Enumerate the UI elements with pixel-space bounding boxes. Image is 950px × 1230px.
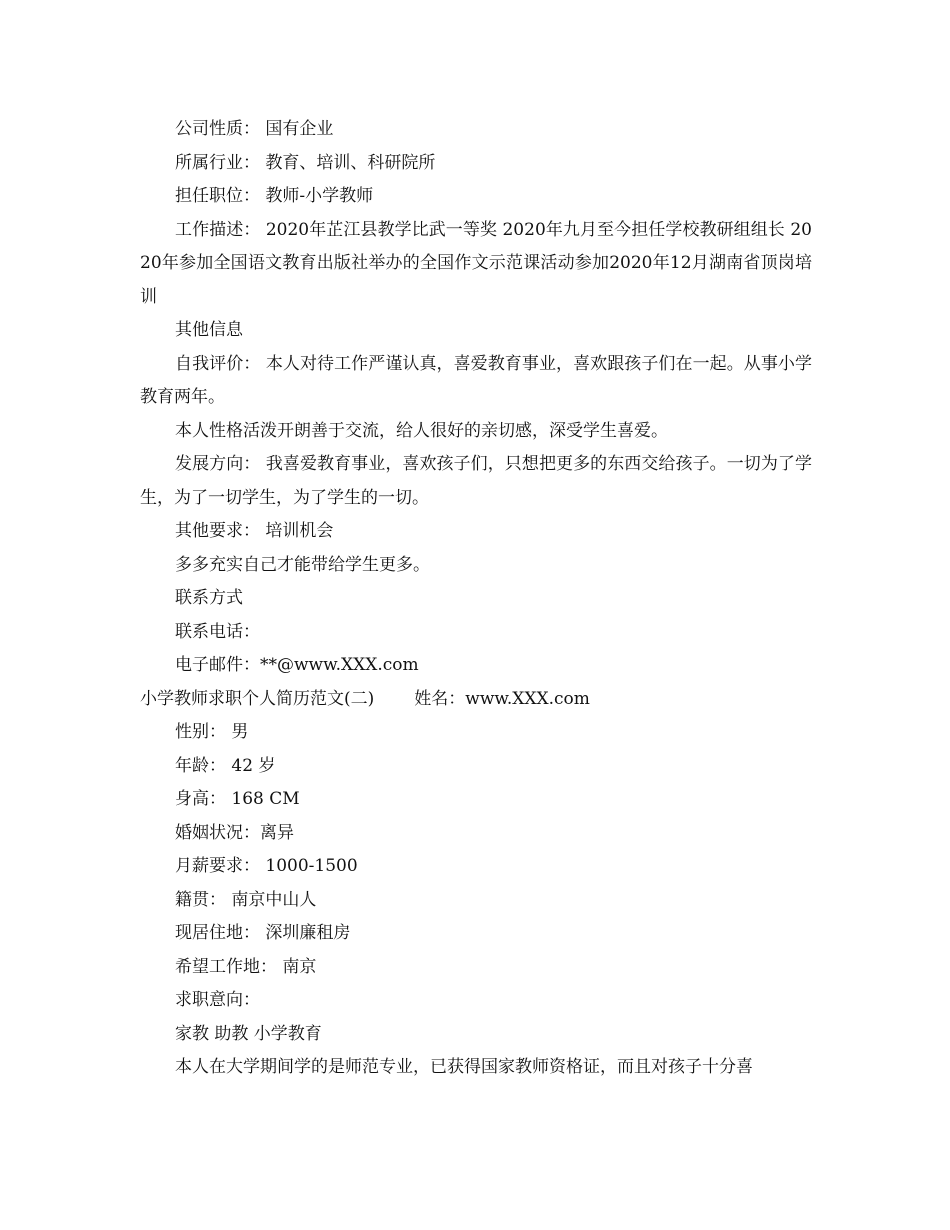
contact-email: 电子邮件：**@www.XXX.com xyxy=(175,655,419,675)
self-evaluation: 自我评价： 本人对待工作严谨认真，喜爱教育事业，喜欢跟孩子们在一起。从事小学教育两年。 xyxy=(140,353,812,407)
resume-title-line xyxy=(140,683,812,717)
resume-title: 小学教师求职个人简历范文(二) xyxy=(140,688,375,709)
resume-name: 姓名：www.XXX.com xyxy=(414,688,590,709)
height: 身高： 168 CM xyxy=(175,789,300,809)
other-requirements: 其他要求： 培训机会 xyxy=(175,521,334,541)
self-improvement: 多多充实自己才能带给学生更多。 xyxy=(175,554,430,575)
native-place: 籍贯： 南京中山人 xyxy=(175,889,317,910)
development-direction: 发展方向： 我喜爱教育事业，喜欢孩子们，只想把更多的东西交给孩子。一切为了学生，为了一切学生，为了学生的一切。 xyxy=(140,454,812,508)
job-intention-label: 求职意向： xyxy=(175,990,260,1010)
section-other-info: 其他信息 xyxy=(175,320,243,340)
gender: 性别： 男 xyxy=(175,722,249,742)
desired-location: 希望工作地： 南京 xyxy=(175,956,317,977)
age: 年龄： 42 岁 xyxy=(175,755,276,776)
company-type: 公司性质： 国有企业 xyxy=(175,119,334,139)
personality: 本人性格活泼开朗善于交流，给人很好的亲切感，深受学生喜爱。 xyxy=(175,420,668,441)
salary-requirement: 月薪要求： 1000-1500 xyxy=(175,856,358,876)
contact-phone: 联系电话： xyxy=(175,621,260,642)
industry: 所属行业： 教育、培训、科研院所 xyxy=(175,152,436,173)
section-contact: 联系方式 xyxy=(175,588,243,608)
marital-status: 婚姻状况：离异 xyxy=(175,822,294,843)
position: 担任职位： 教师-小学教师 xyxy=(175,186,374,206)
current-residence: 现居住地： 深圳廉租房 xyxy=(175,923,351,943)
education-background: 本人在大学期间学的是师范专业，已获得国家教师资格证，而且对孩子十分喜 xyxy=(175,1057,753,1077)
job-intention: 家教 助教 小学教育 xyxy=(175,1023,322,1044)
job-description: 工作描述： 2020年芷江县教学比武一等奖 2020年九月至今担任学校教研组组长 2020年参加全国语文教育出版社举办的全国作文示范课活动参加2020年12月湖南省顶岗培训 xyxy=(140,219,812,307)
document-body xyxy=(140,113,812,1085)
